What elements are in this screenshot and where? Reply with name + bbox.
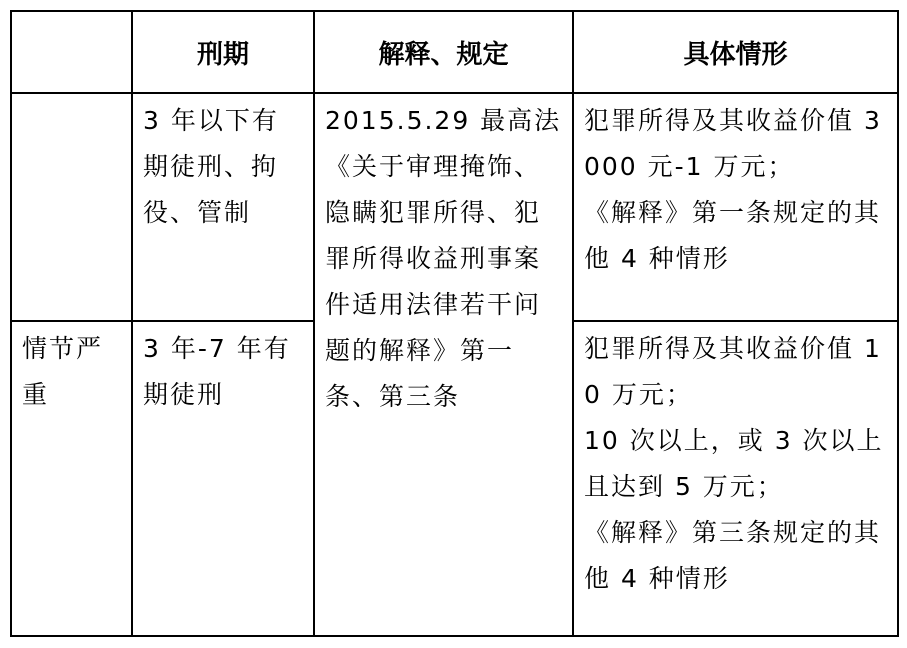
row-1-penalty: 3 年以下有期徒刑、拘役、管制 bbox=[143, 106, 279, 227]
row-1-level bbox=[12, 94, 131, 98]
row-2-circumstances-cell bbox=[573, 321, 898, 636]
header-penalty: 刑期 bbox=[132, 11, 314, 93]
row-1-circumstances: 犯罪所得及其收益价值 3000 元-1 万元； 《解释》第一条规定的其他 4 种情形 bbox=[584, 106, 882, 273]
header-interpretation: 解释、规定 bbox=[314, 11, 573, 93]
table-row bbox=[11, 93, 898, 321]
row-2-level: 情节严重 bbox=[22, 334, 104, 409]
header-level bbox=[11, 11, 132, 93]
interpretation-cell bbox=[314, 93, 573, 636]
row-1-penalty-cell bbox=[132, 93, 314, 321]
row-1-circumstances-cell bbox=[573, 93, 898, 321]
table-header-row bbox=[11, 11, 898, 93]
row-2-level-cell bbox=[11, 321, 132, 636]
interpretation-text: 2015.5.29 最高法《关于审理掩饰、隐瞒犯罪所得、犯罪所得收益刑事案件适用法律若干问题的解释》第一条、第三条 bbox=[325, 106, 562, 411]
row-2-penalty-cell bbox=[132, 321, 314, 636]
row-1-level-cell bbox=[11, 93, 132, 321]
row-2-circumstances: 犯罪所得及其收益价值 10 万元； 10 次以上，或 3 次以上且达到 5 万元； 《解释》第三条规定的其他 4 种情形 bbox=[584, 334, 884, 593]
row-2-penalty: 3 年-7 年有期徒刑 bbox=[143, 334, 291, 409]
sentencing-table bbox=[10, 10, 899, 637]
header-circumstances: 具体情形 bbox=[573, 11, 898, 93]
